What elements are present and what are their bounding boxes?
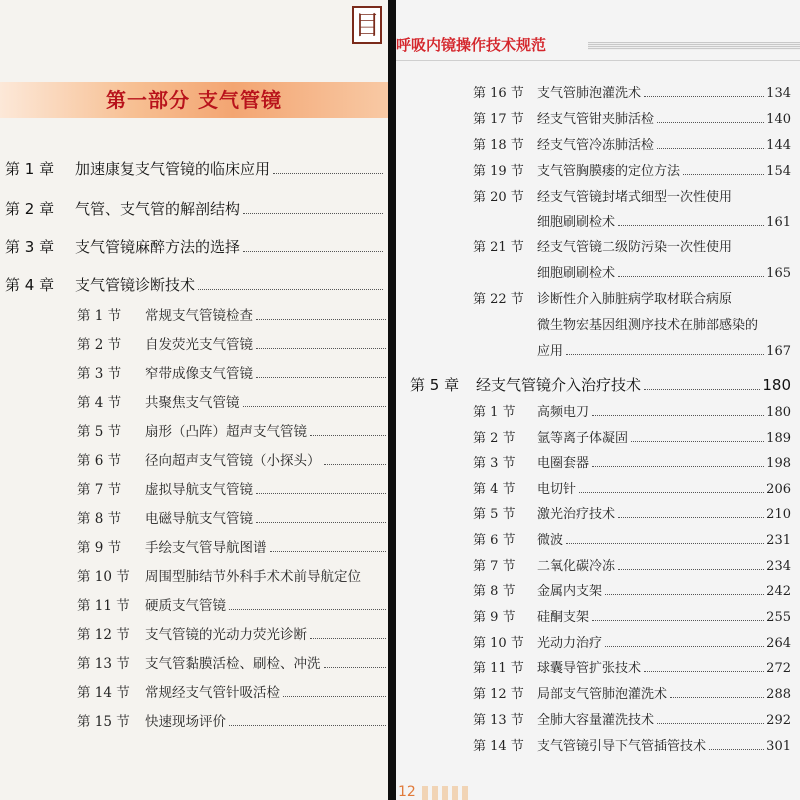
toc-chapter-1[interactable]	[5, 158, 385, 179]
dot-leader	[618, 225, 764, 226]
dot-leader	[243, 251, 383, 252]
page-number: 180	[766, 405, 791, 420]
toc-section[interactable]	[473, 735, 791, 754]
toc-section[interactable]	[77, 565, 388, 585]
page-number: 140	[766, 112, 791, 127]
page-number: 180	[762, 376, 791, 394]
section-title: 扇形（凸阵）超声支气管镜	[145, 424, 307, 440]
section-number: 第 15 节	[77, 714, 130, 730]
dot-leader	[592, 466, 764, 467]
section-title: 二氧化碳冷冻	[537, 559, 616, 574]
section-number: 第 3 节	[473, 456, 516, 471]
dot-leader	[631, 441, 764, 442]
page-number: 167	[766, 344, 791, 359]
toc-section[interactable]	[473, 186, 791, 205]
page-number: 154	[766, 164, 791, 179]
section-title: 硬质支气管镜	[145, 598, 226, 614]
dot-leader	[657, 148, 764, 149]
section-title: 电磁导航支气管镜	[145, 511, 253, 527]
toc-chapter-4[interactable]	[5, 274, 385, 295]
header-rule	[396, 60, 800, 61]
section-number: 第 11 节	[77, 598, 130, 614]
section-title: 全肺大容量灌洗技术	[537, 713, 655, 728]
section-title: 电圈套器	[537, 456, 590, 471]
section-title: 经支气管镜二级防污染一次性使用	[537, 240, 733, 255]
section-title: 周围型肺结节外科手术术前导航定位	[145, 569, 361, 585]
section-number: 第 5 节	[473, 507, 516, 522]
section-title: 支气管肺泡灌洗术	[537, 86, 642, 101]
contents-icon: 目	[352, 6, 382, 44]
toc-section[interactable]	[473, 108, 791, 127]
section-title: 支气管胸膜瘘的定位方法	[537, 164, 681, 179]
dot-leader	[657, 122, 764, 123]
section-number: 第 20 节	[473, 190, 524, 205]
toc-section[interactable]	[77, 333, 388, 353]
page-number: 210	[766, 507, 791, 522]
section-title-continued: 细胞刷刷检术	[537, 266, 616, 281]
toc-section[interactable]	[473, 452, 791, 471]
section-number: 第 10 节	[77, 569, 130, 585]
dot-leader	[644, 389, 760, 390]
section-number: 第 2 节	[473, 431, 516, 446]
page-number: 144	[766, 138, 791, 153]
dot-leader	[229, 609, 386, 610]
section-number: 第 21 节	[473, 240, 524, 255]
section-title: 微波	[537, 533, 564, 548]
page-number: 198	[766, 456, 791, 471]
toc-section-continuation[interactable]	[537, 314, 791, 333]
toc-section[interactable]	[473, 529, 791, 548]
book-title: 呼吸内镜操作技术规范	[396, 36, 547, 54]
section-title: 局部支气管肺泡灌洗术	[537, 687, 668, 702]
left-page	[0, 0, 388, 800]
dot-leader	[644, 96, 764, 97]
section-title: 经支气管钳夹肺活检	[537, 112, 655, 127]
toc-section[interactable]	[473, 555, 791, 574]
chapter-number: 第 1 章	[5, 160, 55, 178]
chapter-number: 第 3 章	[5, 238, 55, 256]
section-number: 第 12 节	[473, 687, 524, 702]
dot-leader	[618, 276, 764, 277]
page-number: 134	[766, 86, 791, 101]
toc-section[interactable]	[77, 710, 388, 730]
chapter-title: 经支气管镜介入治疗技术	[476, 376, 642, 394]
page-number: 165	[766, 266, 791, 281]
section-number: 第 14 节	[77, 685, 130, 701]
section-number: 第 19 节	[473, 164, 524, 179]
section-title: 自发荧光支气管镜	[145, 337, 253, 353]
dot-leader	[657, 723, 764, 724]
toc-section[interactable]	[473, 657, 791, 676]
section-title: 共聚焦支气管镜	[145, 395, 240, 411]
dot-leader	[310, 638, 386, 639]
page-number: 272	[766, 661, 791, 676]
toc-section[interactable]	[473, 82, 791, 101]
section-title: 支气管镜引导下气管插管技术	[537, 739, 707, 754]
section-title: 氩等离子体凝固	[537, 431, 629, 446]
dot-leader	[229, 725, 386, 726]
section-title: 虚拟导航支气管镜	[145, 482, 253, 498]
section-title: 支气管黏膜活检、刷检、冲洗	[145, 656, 321, 672]
section-number: 第 12 节	[77, 627, 130, 643]
dot-leader	[256, 493, 386, 494]
dot-leader	[566, 543, 764, 544]
dot-leader	[579, 492, 764, 493]
section-number: 第 7 节	[473, 559, 516, 574]
page-number: 234	[766, 559, 791, 574]
dot-leader	[618, 569, 764, 570]
toc-section[interactable]	[77, 362, 388, 382]
toc-section[interactable]	[77, 594, 388, 614]
toc-section[interactable]	[77, 391, 388, 411]
section-title-continued: 微生物宏基因组测序技术在肺部感染的	[537, 318, 759, 333]
page-number: 264	[766, 636, 791, 651]
toc-section[interactable]	[473, 683, 791, 702]
section-number: 第 6 节	[77, 453, 122, 469]
section-title: 常规经支气管针吸活检	[145, 685, 280, 701]
section-title: 径向超声支气管镜（小探头）	[145, 453, 321, 469]
toc-section[interactable]	[473, 160, 791, 179]
chapter-number: 第 2 章	[5, 200, 55, 218]
dot-leader	[310, 435, 386, 436]
dot-leader	[283, 696, 386, 697]
right-page	[396, 0, 800, 800]
page-number: 161	[766, 215, 791, 230]
section-number: 第 16 节	[473, 86, 524, 101]
section-title: 硅酮支架	[537, 610, 590, 625]
toc-section[interactable]	[473, 632, 791, 651]
footer-page-number: 12	[398, 784, 416, 800]
toc-section[interactable]	[473, 478, 791, 497]
section-number: 第 14 节	[473, 739, 524, 754]
page-number: 255	[766, 610, 791, 625]
toc-section[interactable]	[473, 401, 791, 420]
section-number: 第 11 节	[473, 661, 524, 676]
toc-section-continuation[interactable]	[537, 211, 791, 230]
dot-leader	[243, 406, 387, 407]
toc-section[interactable]	[77, 652, 388, 672]
section-number: 第 3 节	[77, 366, 122, 382]
dot-leader	[683, 174, 764, 175]
dot-leader	[243, 213, 383, 214]
page-number: 206	[766, 482, 791, 497]
section-title: 激光治疗技术	[537, 507, 616, 522]
toc-section[interactable]	[473, 134, 791, 153]
toc-section-continuation[interactable]	[537, 262, 791, 281]
dot-leader	[644, 671, 764, 672]
page-number: 288	[766, 687, 791, 702]
section-title-continued: 应用	[537, 344, 564, 359]
section-number: 第 1 节	[77, 308, 122, 324]
page-gutter	[388, 0, 396, 800]
dot-leader	[256, 522, 386, 523]
dot-leader	[709, 749, 764, 750]
section-title: 电切针	[537, 482, 577, 497]
toc-section[interactable]	[473, 606, 791, 625]
section-number: 第 1 节	[473, 405, 516, 420]
dot-leader	[273, 173, 383, 174]
dot-leader	[256, 348, 386, 349]
dot-leader	[256, 319, 386, 320]
chapter-title: 支气管镜麻醉方法的选择	[75, 238, 241, 256]
part-title: 第一部分 支气管镜	[106, 88, 282, 112]
dot-leader	[324, 667, 387, 668]
section-title: 窄带成像支气管镜	[145, 366, 253, 382]
page-number: 189	[766, 431, 791, 446]
toc-section[interactable]	[473, 236, 791, 255]
toc-section[interactable]	[77, 623, 388, 643]
section-number: 第 13 节	[77, 656, 130, 672]
dot-leader	[618, 517, 764, 518]
toc-section[interactable]	[77, 507, 388, 527]
chapter-number: 第 5 章	[410, 376, 460, 394]
dot-leader	[270, 551, 387, 552]
toc-section[interactable]	[473, 709, 791, 728]
toc-section[interactable]	[77, 681, 388, 701]
toc-chapter-5[interactable]	[410, 374, 791, 395]
page-number: 231	[766, 533, 791, 548]
toc-section[interactable]	[77, 449, 388, 469]
toc-chapter-2[interactable]	[5, 198, 385, 219]
dot-leader	[592, 415, 764, 416]
section-title: 快速现场评价	[145, 714, 226, 730]
dot-leader	[605, 646, 764, 647]
dot-leader	[324, 464, 387, 465]
section-title: 支气管镜的光动力荧光诊断	[145, 627, 307, 643]
section-number: 第 7 节	[77, 482, 122, 498]
page-number: 292	[766, 713, 791, 728]
section-number: 第 9 节	[473, 610, 516, 625]
section-number: 第 22 节	[473, 292, 524, 307]
toc-section[interactable]	[473, 503, 791, 522]
section-number: 第 17 节	[473, 112, 524, 127]
section-number: 第 2 节	[77, 337, 122, 353]
dot-leader	[670, 697, 764, 698]
toc-section-continuation[interactable]	[537, 340, 791, 359]
section-title: 光动力治疗	[537, 636, 603, 651]
section-number: 第 8 节	[77, 511, 122, 527]
section-number: 第 9 节	[77, 540, 122, 556]
section-number: 第 10 节	[473, 636, 524, 651]
section-number: 第 13 节	[473, 713, 524, 728]
toc-section[interactable]	[77, 478, 388, 498]
section-number: 第 18 节	[473, 138, 524, 153]
chapter-title: 支气管镜诊断技术	[75, 276, 196, 294]
toc-section[interactable]	[473, 580, 791, 599]
dot-leader	[605, 594, 764, 595]
section-title: 常规支气管镜检查	[145, 308, 253, 324]
page-number: 242	[766, 584, 791, 599]
section-number: 第 6 节	[473, 533, 516, 548]
section-number: 第 8 节	[473, 584, 516, 599]
toc-section[interactable]	[473, 427, 791, 446]
section-title-continued: 细胞刷刷检术	[537, 215, 616, 230]
section-title: 经支气管镜封堵式细型一次性使用	[537, 190, 733, 205]
section-title: 球囊导管扩张技术	[537, 661, 642, 676]
chapter-title: 加速康复支气管镜的临床应用	[75, 160, 271, 178]
toc-section[interactable]	[77, 304, 388, 324]
dot-leader	[566, 354, 764, 355]
section-title: 诊断性介入肺脏病学取材联合病原	[537, 292, 733, 307]
chapter-number: 第 4 章	[5, 276, 55, 294]
section-number: 第 4 节	[77, 395, 122, 411]
toc-section[interactable]	[473, 288, 791, 307]
section-title: 经支气管冷冻肺活检	[537, 138, 655, 153]
dot-leader	[198, 289, 383, 290]
section-number: 第 4 节	[473, 482, 516, 497]
section-title: 金属内支架	[537, 584, 603, 599]
chapter-title: 气管、支气管的解剖结构	[75, 200, 241, 218]
page-number: 301	[766, 739, 791, 754]
dot-leader	[256, 377, 386, 378]
dot-leader	[592, 620, 764, 621]
toc-chapter-3[interactable]	[5, 236, 385, 257]
section-title: 高频电刀	[537, 405, 590, 420]
header-stripe	[588, 42, 800, 50]
footer-decoration	[422, 786, 472, 800]
toc-section[interactable]	[77, 536, 388, 556]
toc-section[interactable]	[77, 420, 388, 440]
section-number: 第 5 节	[77, 424, 122, 440]
section-title: 手绘支气管导航图谱	[145, 540, 267, 556]
